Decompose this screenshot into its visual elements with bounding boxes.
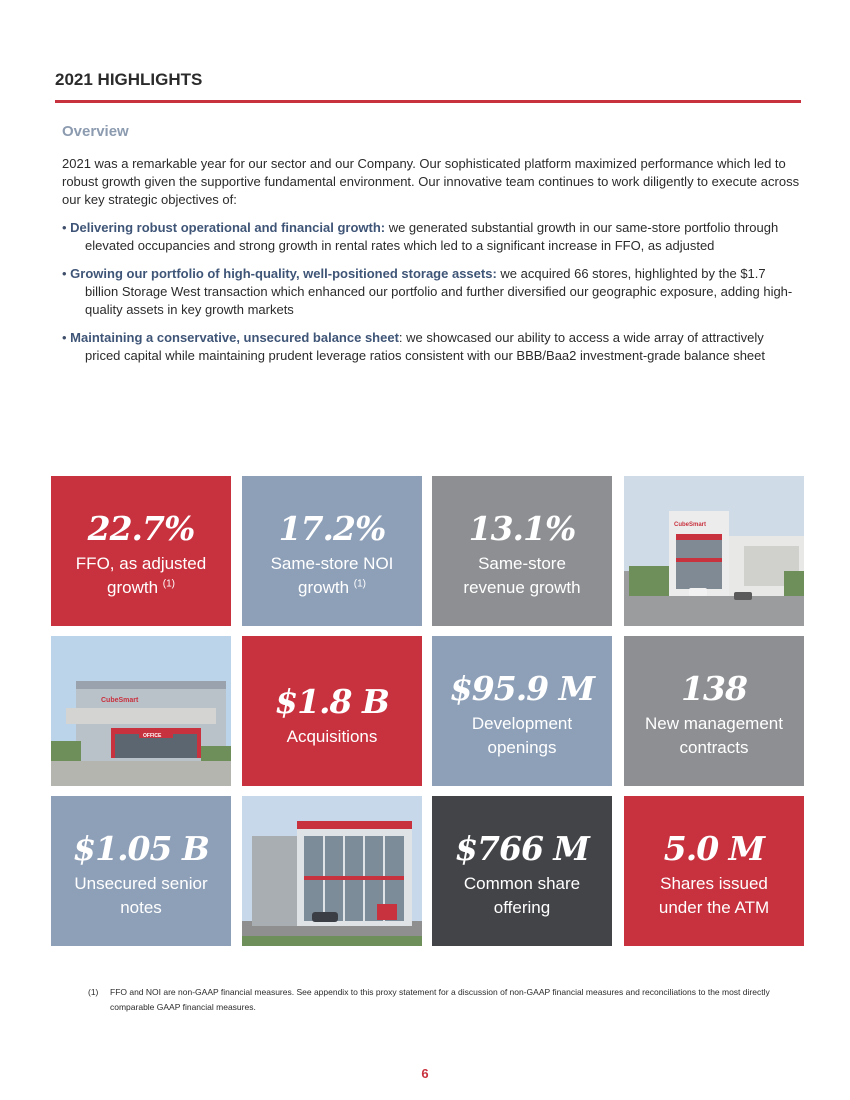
list-item (62, 219, 802, 255)
svg-text:OFFICE: OFFICE (143, 733, 162, 739)
highlight-label: Same-store revenue growth (463, 554, 581, 597)
bullet-lead: Growing our portfolio of high-quality, well-positioned storage assets: (70, 266, 497, 281)
highlight-tile-development (432, 636, 612, 786)
highlight-label: FFO, as adjusted growth $^{(1)}$ (75, 554, 207, 597)
highlight-tile-ffo-growth (51, 476, 231, 626)
highlight-label: Development openings (471, 714, 573, 757)
footnote (88, 985, 788, 1015)
highlight-value: 17.2% (278, 509, 386, 548)
svg-text:CubeSmart: CubeSmart (101, 697, 139, 704)
footnote-ref: (1) (353, 578, 366, 590)
highlight-tile-acquisitions (242, 636, 422, 786)
title-divider (55, 100, 801, 103)
highlight-tile-management-contracts (624, 636, 804, 786)
highlight-tile-share-offering (432, 796, 612, 946)
bullet-lead: Delivering robust operational and financial growth: (70, 220, 386, 235)
bullet-icon: • (62, 266, 71, 281)
list-item (62, 265, 802, 319)
highlight-value: $1.05 B (73, 829, 209, 868)
overview-heading: Overview (62, 123, 129, 140)
footnote-marker: (1) (88, 987, 99, 997)
store-photo-1 (624, 476, 804, 626)
footnote-ref: (1) (162, 578, 175, 590)
highlight-value: 5.0 M (663, 829, 765, 868)
bullet-icon: • (62, 220, 71, 235)
section-title: 2021 HIGHLIGHTS (55, 70, 203, 89)
highlight-tile-noi-growth (242, 476, 422, 626)
bullet-text: we acquired 66 stores, highlighted by the $1.7 billion Storage West transaction which enhanced our portfolio and further diversified our geographic exposure, adding high-quality assets in key growth markets (85, 266, 793, 317)
building-illustration-icon (624, 476, 804, 626)
highlight-value: 138 (681, 669, 747, 708)
highlight-value: 22.7% (87, 509, 195, 548)
list-item (62, 329, 802, 365)
highlight-tile-senior-notes (51, 796, 231, 946)
bullet-text: we generated substantial growth in our same-store portfolio through elevated occupancies and strong growth in rental rates which led to a significant increase in FFO, as adjusted (85, 220, 779, 253)
bullet-lead: Maintaining a conservative, unsecured balance sheet (70, 330, 399, 345)
store-photo-2 (51, 636, 231, 786)
page-number: 6 (421, 1066, 429, 1081)
building-illustration-icon (51, 636, 231, 786)
highlight-label: Unsecured senior notes (74, 874, 208, 917)
bullet-icon: • (62, 330, 71, 345)
highlight-tile-atm-shares (624, 796, 804, 946)
highlight-value: $1.8 B (275, 682, 389, 721)
svg-text:CubeSmart: CubeSmart (674, 522, 707, 528)
highlight-value: 13.1% (468, 509, 576, 548)
highlight-label: Acquisitions (286, 727, 378, 746)
store-photo-3 (242, 796, 422, 946)
highlight-label: Shares issued under the ATM (658, 874, 770, 917)
highlight-value: $95.9 M (449, 669, 595, 708)
highlight-tile-revenue-growth (432, 476, 612, 626)
building-illustration-icon (242, 796, 422, 946)
bullet-text: : we showcased our ability to access a wide array of attractively priced capital while maintaining prudent leverage ratios consistent with our BBB/Baa2 investment-grade balance sheet (85, 330, 765, 363)
highlight-label: Same-store NOI growth $^{(1)}$ (270, 554, 394, 597)
objectives-list (62, 219, 802, 375)
highlight-label: Common share offering (463, 874, 581, 917)
footnote-text: FFO and NOI are non-GAAP financial measures. See appendix to this proxy statement for a discussion of non-GAAP financial measures and reconciliations to the most directly comparable GAAP financial measures. (110, 987, 770, 1012)
overview-body: 2021 was a remarkable year for our sector and our Company. Our sophisticated platform maximized performance which led to robust growth given the supportive fundamental environment. Our innovative team continues to work diligently to execute across our key strategic objectives of: (62, 156, 800, 207)
highlight-label: New management contracts (645, 714, 783, 757)
highlight-value: $766 M (455, 829, 589, 868)
